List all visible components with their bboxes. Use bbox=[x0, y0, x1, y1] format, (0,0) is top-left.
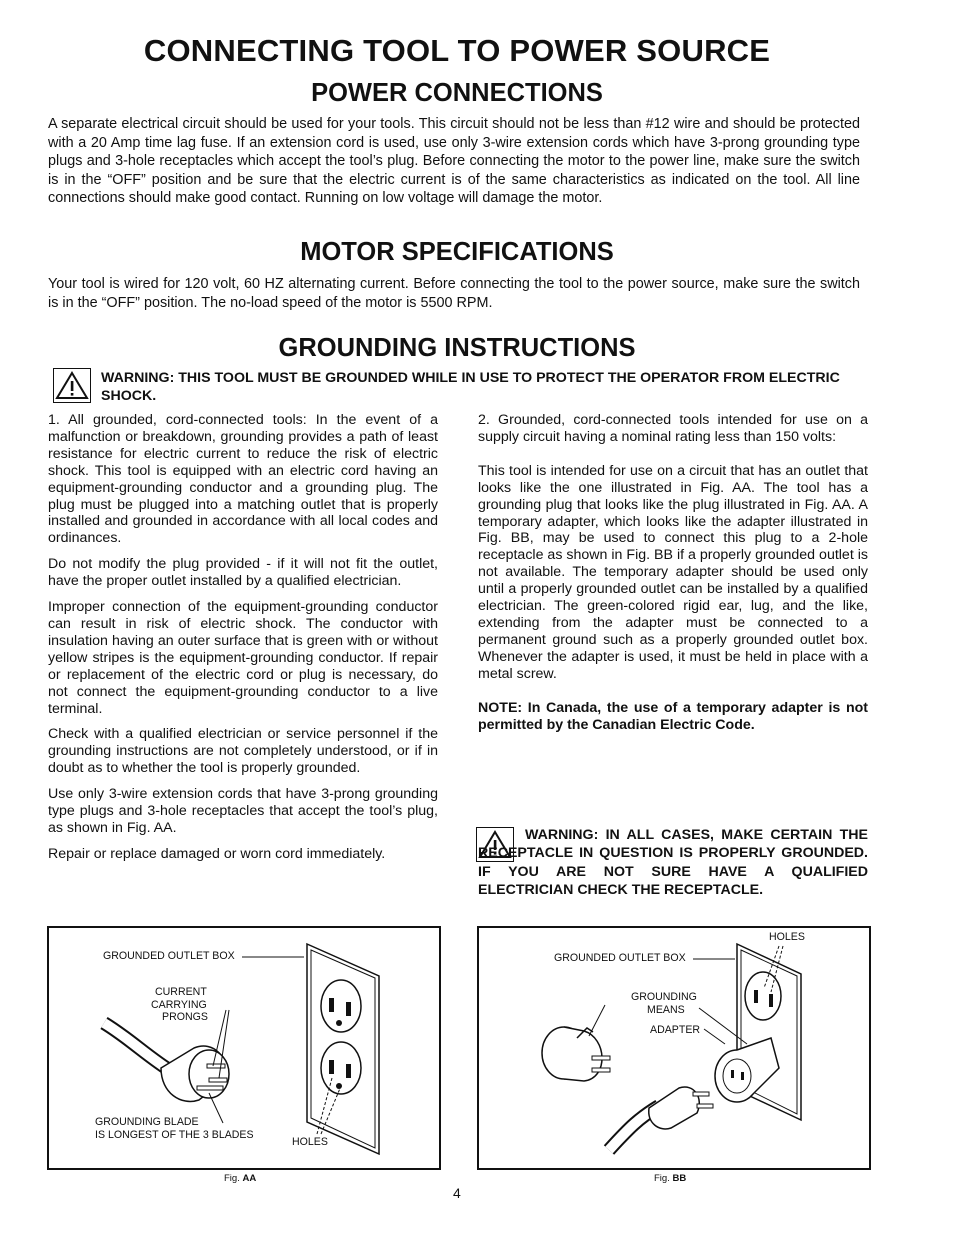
canada-note: NOTE: In Canada, the use of a temporary adapter is not permitted by the Canadian Electric Code. bbox=[478, 699, 868, 733]
left-paragraph-2: Do not modify the plug provided - if it will not fit the outlet, have the proper outlet installed by a qualified electrician. bbox=[48, 556, 438, 590]
figure-bb-caption-id: BB bbox=[672, 1173, 687, 1184]
right-paragraph-2: This tool is intended for use on a circuit that has an outlet that looks like the one illustrated in Fig. AA. The tool has a grounding plug that looks like the plug illustrated in Fig. AA. A temporary adapter, which looks like the adapter illustrated in Fig. BB, may be used to connect this plug to a 2-hole receptacle as shown in Fig. BB if a properly grounded outlet is not available. The temporary adapter should be used only until a properly grounded outlet can be installed by a qualified electrician. The green-colored rigid ear, lug, and the like, extending from the adapter must be connected to a permanent ground such as a properly grounded outlet box. Whenever the adapter is used, it must be held in place with a metal screw. bbox=[478, 462, 868, 682]
right-paragraph-1: 2. Grounded, cord-connected tools intended for use on a supply circuit having a nominal rating less than 150 volts: bbox=[478, 412, 868, 445]
figure-bb bbox=[477, 926, 871, 1170]
figure-bb-caption-prefix: Fig. bbox=[654, 1173, 670, 1184]
grounding-left-column bbox=[48, 412, 438, 872]
page-number: 4 bbox=[453, 1185, 461, 1201]
fig-bb-outlet-box-label: GROUNDED OUTLET BOX bbox=[554, 952, 686, 964]
fig-bb-grounding-label-2: MEANS bbox=[647, 1004, 685, 1016]
fig-aa-blade-label-2: IS LONGEST OF THE 3 BLADES bbox=[95, 1129, 254, 1141]
grounding-instructions-heading: GROUNDING INSTRUCTIONS bbox=[278, 334, 636, 362]
fig-aa-outlet-box-label: GROUNDED OUTLET BOX bbox=[103, 950, 235, 962]
receptacle-warning-text: WARNING: IN ALL CASES, MAKE CERTAIN THE RECEPTACLE IN QUESTION IS PROPERLY GROUNDED. IF YOU ARE NOT SURE HAVE A QUALIFIED ELECTRICIAN CHECK THE RECEPTACLE. bbox=[478, 827, 868, 899]
fig-bb-holes-label: HOLES bbox=[769, 931, 805, 943]
fig-aa-holes-label: HOLES bbox=[292, 1136, 328, 1148]
motor-specifications-heading: MOTOR SPECIFICATIONS bbox=[300, 238, 614, 266]
left-paragraph-1: 1. All grounded, cord-connected tools: In the event of a malfunction or breakdown, grounding provides a path of least resistance for electric current to reduce the risk of electric shock. This tool is equipped with an electric cord having an equipment-grounding conductor and a grounding plug. The plug must be plugged into a matching outlet that is properly installed and grounded in accordance with all local codes and ordinances. bbox=[48, 412, 438, 547]
power-connections-heading: POWER CONNECTIONS bbox=[311, 79, 603, 107]
fig-bb-grounding-label-1: GROUNDING bbox=[631, 991, 697, 1003]
figure-bb-caption bbox=[654, 1173, 686, 1184]
warning-icon bbox=[53, 368, 91, 403]
grounding-right-column bbox=[478, 412, 868, 742]
grounding-warning-text: WARNING: THIS TOOL MUST BE GROUNDED WHILE IN USE TO PROTECT THE OPERATOR FROM ELECTRIC SHOCK. bbox=[101, 370, 840, 405]
motor-specifications-text: Your tool is wired for 120 volt, 60 HZ alternating current. Before connecting the tool to the power source, make sure the switch is in the “OFF” position. The no-load speed of the motor is 5500 RPM. bbox=[48, 276, 860, 311]
page-title: CONNECTING TOOL TO POWER SOURCE bbox=[143, 33, 771, 68]
fig-bb-adapter-label: ADAPTER bbox=[650, 1024, 701, 1036]
figure-aa-caption bbox=[224, 1173, 256, 1184]
figure-aa-caption-prefix: Fig. bbox=[224, 1173, 240, 1184]
fig-aa-blade-label-1: GROUNDING BLADE bbox=[95, 1116, 199, 1128]
left-paragraph-6: Repair or replace damaged or worn cord immediately. bbox=[48, 845, 386, 862]
fig-aa-prongs-label-2: CARRYING bbox=[151, 999, 207, 1011]
power-connections-text: A separate electrical circuit should be used for your tools. This circuit should not be less than #12 wire and should be protected with a 20 Amp time lag fuse. If an extension cord is used, use only 3-wire extension cords which have 3-prong grounding type plugs and 3-hole receptacles which accept the tool’s plug. Before connecting the motor to the power line, make sure the switch is in the “OFF” position and be sure that the electric current is of the same characteristics as indicated on the tool. All line connections should make good contact. Running on low voltage will damage the motor. bbox=[48, 116, 860, 207]
figure-aa-caption-id: AA bbox=[242, 1173, 257, 1184]
left-paragraph-4: Check with a qualified electrician or service personnel if the grounding instructions are not completely understood, or if in doubt as to whether the tool is properly grounded. bbox=[48, 726, 438, 777]
left-paragraph-3: Improper connection of the equipment-grounding conductor can result in risk of electric shock. The conductor with insulation having an outer surface that is green with or without yellow stripes is the equipment-grounding conductor. If repair or replacement of the electric cord or plug is necessary, do not connect the equipment-grounding conductor to a live terminal. bbox=[48, 599, 438, 717]
left-paragraph-5: Use only 3-wire extension cords that have 3-prong grounding type plugs and 3-hole receptacles that accept the tool’s plug, as shown in Fig. AA. bbox=[48, 786, 438, 836]
figure-aa bbox=[47, 926, 441, 1170]
fig-aa-prongs-label-3: PRONGS bbox=[162, 1011, 208, 1023]
fig-aa-prongs-label-1: CURRENT bbox=[155, 986, 207, 998]
